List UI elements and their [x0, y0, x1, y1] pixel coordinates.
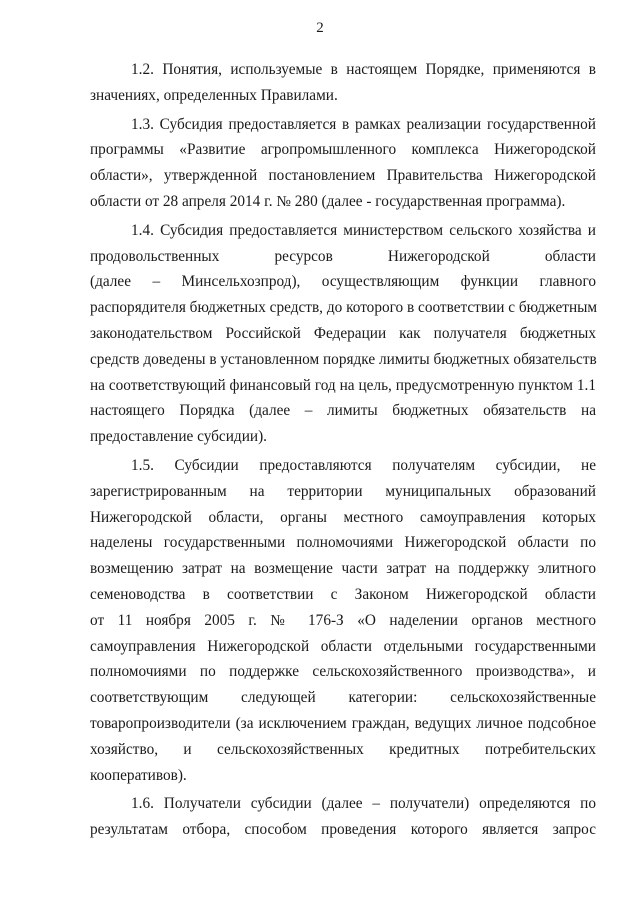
- text-line: распорядителя бюджетных средств, до которого в соответствии с бюджетным: [90, 299, 598, 317]
- text-line: наделены государственными полномочиями Нижегородской области по: [90, 534, 596, 552]
- text-line: настоящего Порядка (далее – лимиты бюджетных обязательств на: [90, 402, 596, 420]
- paragraph-p1-2: [90, 57, 596, 109]
- text-line: Нижегородской области, органы местного самоуправления которых: [90, 508, 596, 526]
- text-line: программы «Развитие агропромышленного комплекса Нижегородской: [90, 141, 596, 159]
- text-line: результатам отбора, способом проведения которого является запрос: [90, 821, 596, 839]
- document-body: [90, 57, 596, 846]
- text-line: от 11 ноября 2005 г. № 176-З «О наделении органов местного: [90, 611, 596, 629]
- text-line: товаропроизводители (за исключением граждан, ведущих личное подсобное: [90, 714, 596, 732]
- text-line: соответствующим следующей категории: сельскохозяйственные: [90, 689, 596, 707]
- text-line: области от 28 апреля 2014 г. № 280 (далее - государственная программа).: [90, 192, 566, 210]
- text-line: самоуправления Нижегородской области отдельными государственными: [90, 637, 596, 655]
- text-line: зарегистрированным на территории муниципальных образований: [90, 482, 596, 500]
- paragraph-p1-6: [90, 791, 596, 843]
- text-line: семеноводства в соответствии с Законом Нижегородской области: [90, 585, 596, 603]
- text-line: 1.2. Понятия, используемые в настоящем Порядке, применяются в: [131, 61, 596, 78]
- text-line: предоставление субсидии).: [90, 428, 267, 446]
- text-line: полномочиями по поддержке сельскохозяйственного производства», и: [90, 663, 596, 681]
- paragraph-p1-5: [90, 453, 596, 788]
- text-line: возмещению затрат на возмещение части затрат на поддержку элитного: [90, 560, 596, 578]
- text-line: законодательством Российской Федерации как получателя бюджетных: [90, 324, 596, 342]
- text-line: на соответствующий финансовый год на цель, предусмотренную пунктом 1.1: [90, 376, 596, 394]
- text-line: хозяйство, и сельскохозяйственных кредитных потребительских: [90, 740, 596, 758]
- text-line: области», утвержденной постановлением Правительства Нижегородской: [90, 167, 596, 185]
- text-line: 1.4. Субсидия предоставляется министерством сельского хозяйства и: [131, 221, 596, 239]
- paragraph-p1-4: [90, 218, 596, 450]
- text-line: средств доведены в установленном порядке лимиты бюджетных обязательств: [90, 350, 597, 368]
- paragraph-p1-3: [90, 112, 596, 215]
- text-line: 1.6. Получатели субсидии (далее – получатели) определяются по: [131, 795, 596, 813]
- text-line: значениях, определенных Правилами.: [90, 86, 338, 104]
- text-line: 1.3. Субсидия предоставляется в рамках реализации государственной: [131, 115, 596, 133]
- page-number: 2: [316, 20, 324, 36]
- text-line: кооперативов).: [90, 766, 187, 784]
- text-line: продовольственных ресурсов Нижегородской области: [90, 247, 596, 265]
- text-line: (далее – Минсельхозпрод), осуществляющим функции главного: [90, 273, 596, 291]
- text-line: 1.5. Субсидии предоставляются получателям субсидии, не: [131, 456, 596, 474]
